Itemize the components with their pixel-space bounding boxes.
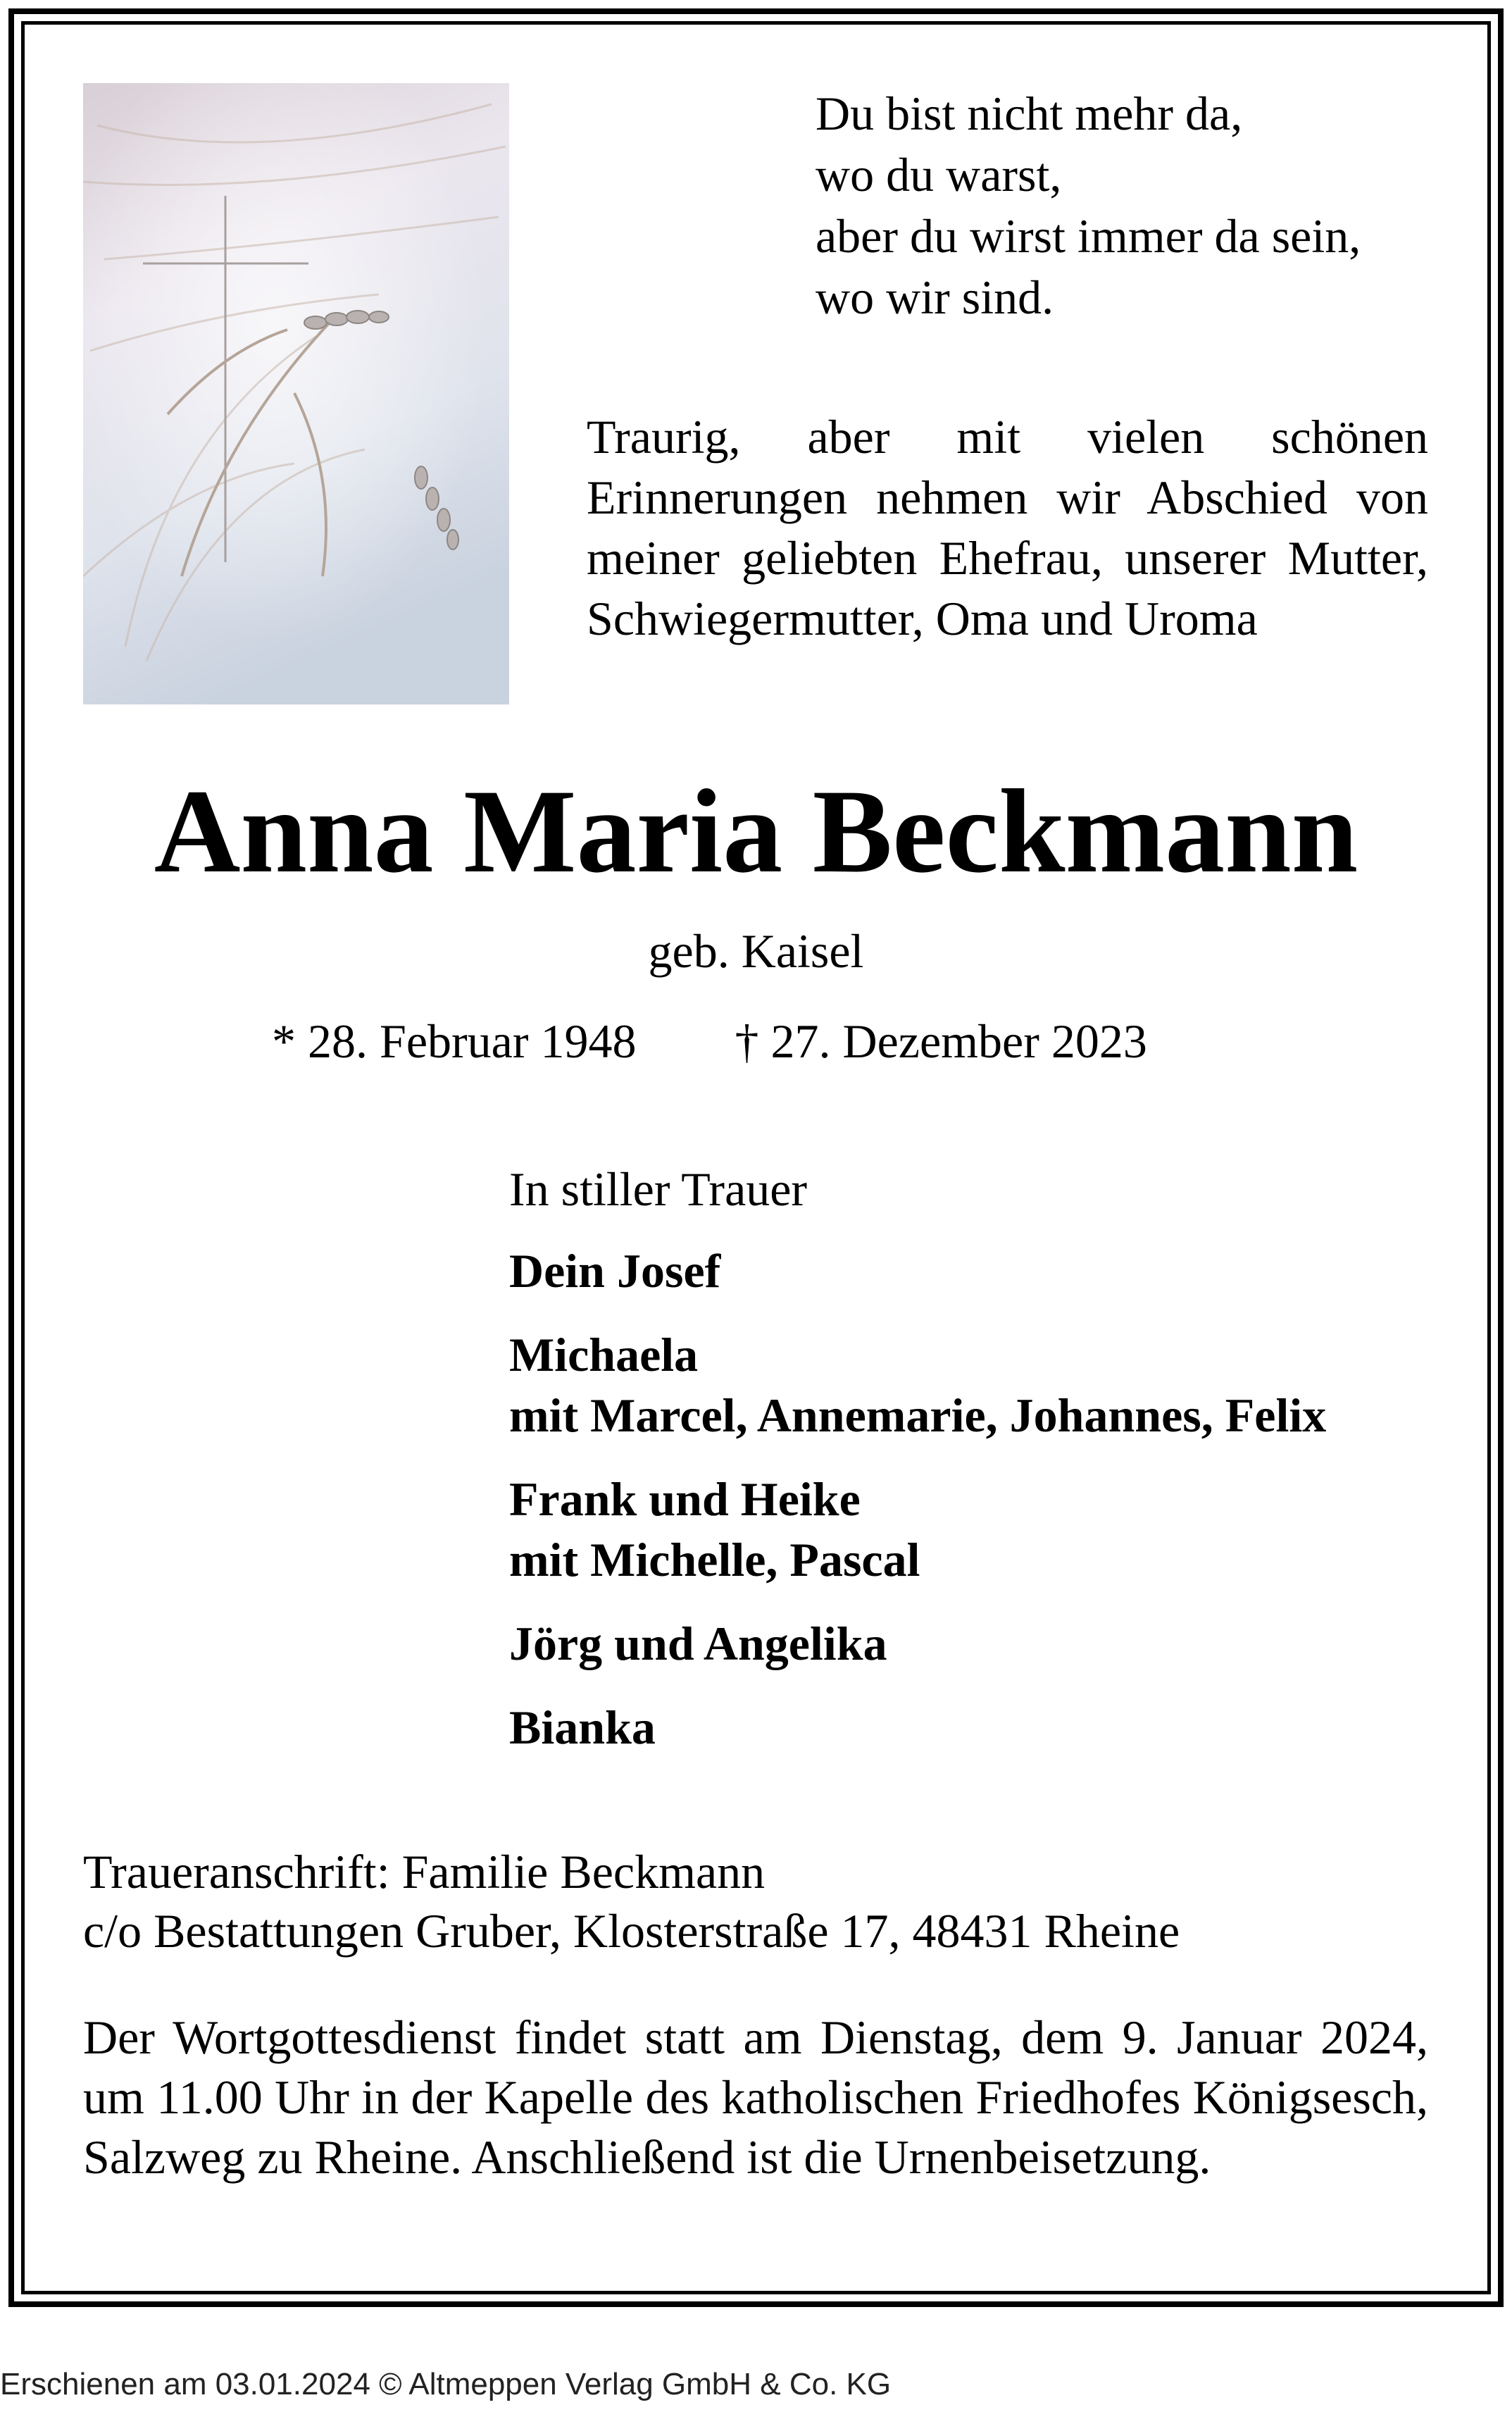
mourner-line: Jörg und Angelika [509,1617,887,1670]
mourner-line: Michaela [509,1328,699,1381]
poem-line: Du bist nicht mehr da, [816,87,1243,140]
intro-text: Traurig, aber mit vielen schönen Erinnerungen nehmen wir Abschied von meiner geliebten Ehefrau, unserer Mutter, Schwiegermutter, Oma und Uroma [587,410,1428,645]
mourner-line: mit Marcel, Annemarie, Johannes, Felix [509,1388,1327,1442]
birth-name: geb. Kaisel [648,924,864,978]
poem [816,83,1361,328]
poem-line: aber du wirst immer da sein, [816,209,1361,263]
address-line: Traueranschrift: Familie Beckmann [83,1845,766,1898]
mourner-line: Bianka [509,1701,656,1754]
mourner-group [509,1613,1326,1674]
mourners [509,1159,1326,1781]
publication-footer: Erschienen am 03.01.2024 © Altmeppen Verlag GmbH & Co. KG [0,2367,892,2401]
mourner-group [509,1324,1326,1446]
life-dates [272,1013,1147,1069]
poem-line: wo du warst, [816,148,1062,201]
mourner-group [509,1241,1326,1301]
mourner-group [509,1697,1326,1758]
mourners-heading: In stiller Trauer [509,1162,808,1216]
deceased-name: Anna Maria Beckmann [154,765,1358,897]
mourner-line: Dein Josef [509,1244,721,1298]
mourning-address [83,1842,1180,1960]
poem-line: wo wir sind. [816,271,1054,324]
mourner-line: Frank und Heike [509,1472,861,1526]
service-text: Der Wortgottesdienst findet statt am Dienstag, dem 9. Januar 2024, um 11.00 Uhr in der Kapelle des katholischen Friedhofes Königsesch, Salzweg zu Rheine. Anschließend ist die Urnenbeisetzung. [83,2010,1428,2184]
mourner-line: mit Michelle, Pascal [509,1533,920,1586]
mourner-group [509,1469,1326,1590]
birth-date: * 28. Februar 1948 [272,1014,637,1068]
cross-and-wheat-icon [83,83,509,704]
death-date: † 27. Dezember 2023 [735,1014,1147,1068]
address-line: c/o Bestattungen Gruber, Klosterstraße 17, 48431 Rheine [83,1904,1180,1958]
